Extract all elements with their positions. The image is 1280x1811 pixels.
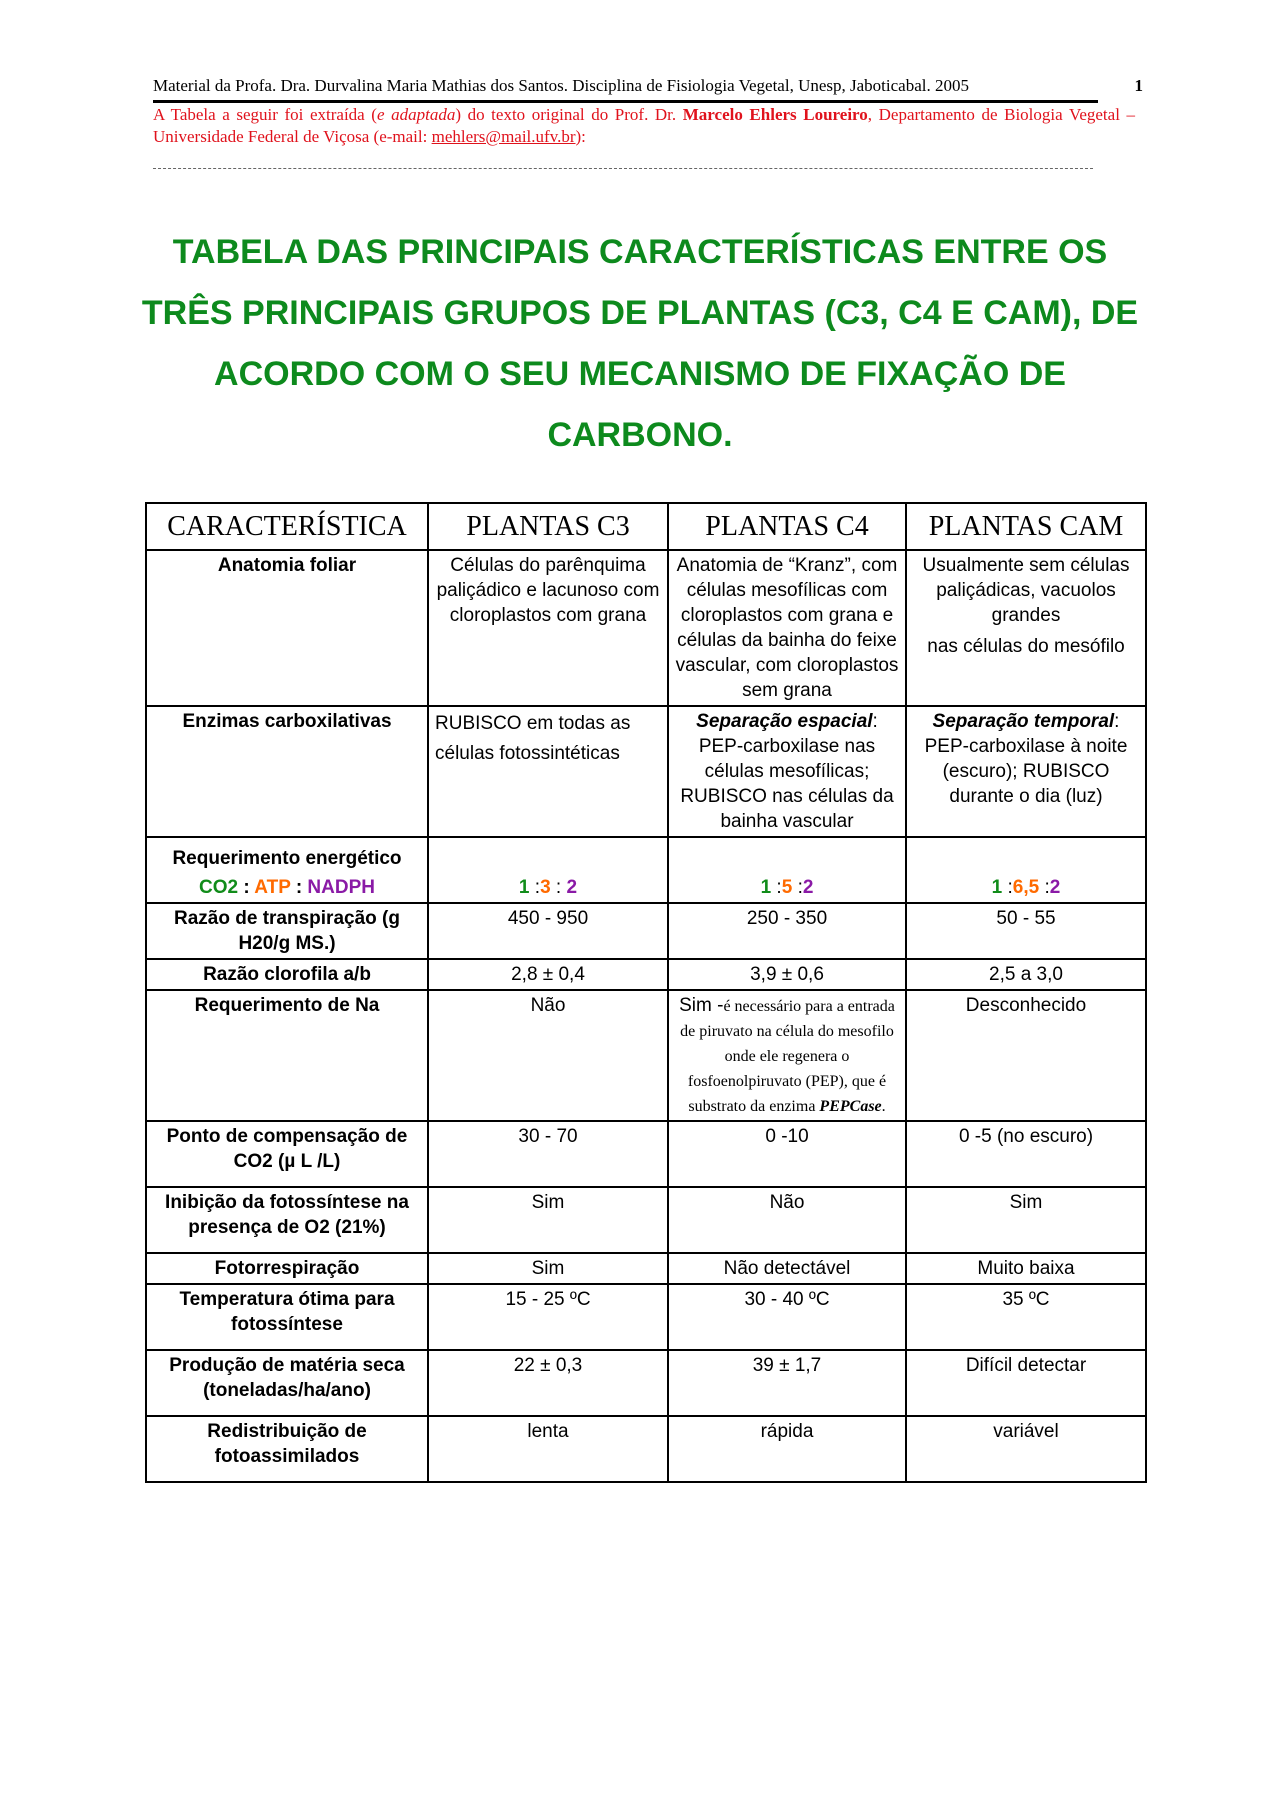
cell-c4: 0 -10 (668, 1121, 906, 1187)
cell-emphasis: Separação temporal (932, 711, 1115, 732)
row-label-text: Requerimento energético (172, 848, 402, 869)
ratio-atp: 3 (540, 877, 551, 898)
table-row (146, 903, 1146, 959)
cell-cam: Desconhecido (906, 990, 1146, 1121)
row-label (146, 837, 428, 903)
row-label: Produção de matéria seca (toneladas/ha/ano) (146, 1350, 428, 1416)
cell-c4: rápida (668, 1416, 906, 1482)
table-row (146, 550, 1146, 706)
row-label: Razão de transpiração (g H20/g MS.) (146, 903, 428, 959)
header-text: Material da Profa. Dra. Durvalina Maria Mathias dos Santos. Disciplina de Fisiologia Vegetal, Unesp, Jaboticabal. 2005 (153, 76, 969, 95)
source-author: Marcelo Ehlers Loureiro (682, 105, 868, 124)
source-note-text: A Tabela a seguir foi extraída ( (153, 105, 377, 124)
cell-c4 (668, 990, 906, 1121)
cell-c3: 22 ± 0,3 (428, 1350, 668, 1416)
co2-label: CO2 (199, 877, 239, 898)
row-label: Inibição da fotossíntese na presença de O2 (21%) (146, 1187, 428, 1253)
table-row (146, 1253, 1146, 1284)
cell-cam: 2,5 a 3,0 (906, 959, 1146, 990)
cell-c3: Sim (428, 1253, 668, 1284)
cell-c3: 2,8 ± 0,4 (428, 959, 668, 990)
table-row (146, 959, 1146, 990)
row-label: Redistribuição de fotoassimilados (146, 1416, 428, 1482)
row-label: Razão clorofila a/b (146, 959, 428, 990)
document-title: TABELA DAS PRINCIPAIS CARACTERÍSTICAS ENTRE OS TRÊS PRINCIPAIS GRUPOS DE PLANTAS (C3, C4 E CAM), DE ACORDO COM O SEU MECANISMO DE FIXAÇÃO DE CARBONO. (141, 233, 1139, 454)
header-c4: PLANTAS C4 (668, 503, 906, 550)
table-row (146, 1187, 1146, 1253)
ratio-co2: 1 (760, 877, 772, 898)
cell-c3: RUBISCO em todas as células fotossintéticas (428, 706, 668, 837)
header-caracteristica: CARACTERÍSTICA (146, 503, 428, 550)
ratio-atp: 5 (781, 877, 793, 898)
atp-label: ATP (254, 877, 291, 898)
table-row (146, 1416, 1146, 1482)
source-note-text: ) do texto original do Prof. Dr. (455, 105, 683, 124)
cell-cam: 0 -5 (no escuro) (906, 1121, 1146, 1187)
cell-cam: Muito baixa (906, 1253, 1146, 1284)
ratio-separator: : (243, 877, 250, 898)
source-note-emphasis: e adaptada (376, 105, 456, 124)
cell-c4 (668, 706, 906, 837)
ratio-atp: 6,5 (1012, 877, 1040, 898)
row-label: Fotorrespiração (146, 1253, 428, 1284)
cell-c3: lenta (428, 1416, 668, 1482)
source-note-text: ): (575, 127, 586, 146)
cell-cam (906, 706, 1146, 837)
cell-c4: Anatomia de “Kranz”, com células mesofílicas com cloroplastos com grana e células da bainha do feixe vascular, com cloroplastos sem grana (668, 550, 906, 706)
ratio-separator: : (1044, 877, 1050, 898)
table-row (146, 990, 1146, 1121)
ratio-separator: : (1007, 877, 1013, 898)
cell-cam: Difícil detectar (906, 1350, 1146, 1416)
ratio-separator: : (776, 877, 782, 898)
cell-cam: variável (906, 1416, 1146, 1482)
ratio-separator: : (555, 877, 562, 898)
table-row (146, 1121, 1146, 1187)
table-row (146, 1284, 1146, 1350)
ratio-separator: : (295, 877, 303, 898)
row-label: Anatomia foliar (146, 550, 428, 706)
cell-c4: Não detectável (668, 1253, 906, 1284)
cell-c3: Células do parênquima paliçádico e lacunoso com cloroplastos com grana (428, 550, 668, 706)
row-label: Temperatura ótima para fotossíntese (146, 1284, 428, 1350)
cell-c3: 15 - 25 ºC (428, 1284, 668, 1350)
ratio-nadph: 2 (1049, 877, 1061, 898)
page-number: 1 (1134, 76, 1143, 95)
cell-c3: Não (428, 990, 668, 1121)
cell-cam-text: Usualmente sem células paliçádicas, vacuolos grandes (922, 555, 1130, 626)
cell-c4: 39 ± 1,7 (668, 1350, 906, 1416)
header-cam: PLANTAS CAM (906, 503, 1146, 550)
table-row (146, 837, 1146, 903)
comparison-table (145, 502, 1147, 1483)
cell-c3: 30 - 70 (428, 1121, 668, 1187)
ratio-separator: : (534, 877, 541, 898)
cell-c4: Não (668, 1187, 906, 1253)
ratio-nadph: 2 (566, 877, 578, 898)
table-row (146, 1350, 1146, 1416)
cell-c4 (668, 837, 906, 903)
cell-note: é necessário para a entrada de piruvato na célula do mesofilo onde ele regenera o fosfoenolpiruvato (PEP), que é substrato da enzima (680, 998, 895, 1115)
ratio-co2: 1 (991, 877, 1003, 898)
cell-note: . (881, 1098, 886, 1115)
cell-cam-text: nas células do mesófilo (927, 636, 1125, 657)
header-divider (153, 100, 1098, 103)
cell-cam: 50 - 55 (906, 903, 1146, 959)
cell-c3: 450 - 950 (428, 903, 668, 959)
header-c3: PLANTAS C3 (428, 503, 668, 550)
cell-c4: 3,9 ± 0,6 (668, 959, 906, 990)
cell-cam: Sim (906, 1187, 1146, 1253)
cell-text: Sim - (679, 995, 724, 1016)
source-note (153, 104, 1135, 148)
ratio-co2: 1 (518, 877, 530, 898)
cell-c3: Sim (428, 1187, 668, 1253)
cell-cam: 35 ºC (906, 1284, 1146, 1350)
row-label: Ponto de compensação de CO2 (µ L /L) (146, 1121, 428, 1187)
ratio-nadph: 2 (802, 877, 814, 898)
email-link[interactable]: mehlers@mail.ufv.br (431, 127, 576, 146)
cell-text: : PEP-carboxilase nas células mesofílicas; RUBISCO nas células da bainha vascular (680, 711, 894, 832)
dashed-divider (153, 168, 1093, 169)
cell-c4: 30 - 40 ºC (668, 1284, 906, 1350)
source-note-text: , Departamento de Biologia Vegetal – Universidade Federal de Viçosa (e-mail: (153, 105, 1136, 146)
cell-text: : PEP-carboxilase à noite (escuro); RUBISCO durante o dia (luz) (924, 711, 1128, 807)
ratio-separator: : (797, 877, 803, 898)
nadph-label: NADPH (307, 877, 375, 898)
cell-c3 (428, 837, 668, 903)
cell-emphasis: PEPCase (819, 1098, 882, 1115)
row-label: Requerimento de Na (146, 990, 428, 1121)
table-row (146, 706, 1146, 837)
row-label: Enzimas carboxilativas (146, 706, 428, 837)
table-header-row (146, 503, 1146, 550)
cell-cam (906, 837, 1146, 903)
cell-c4: 250 - 350 (668, 903, 906, 959)
cell-emphasis: Separação espacial (696, 711, 873, 732)
cell-cam (906, 550, 1146, 706)
